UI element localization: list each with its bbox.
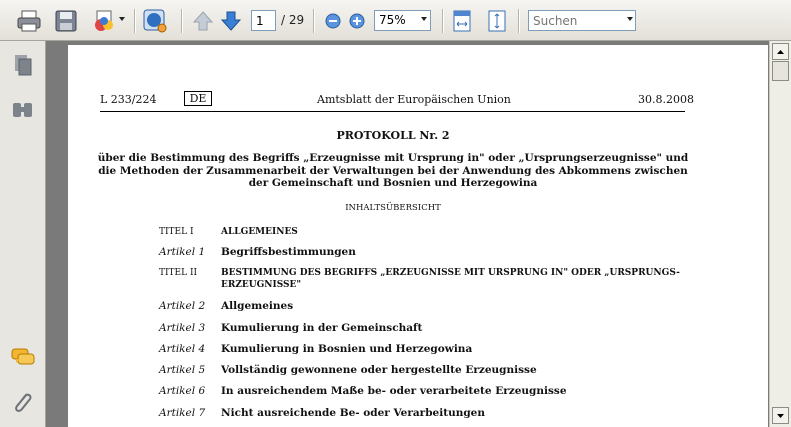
header-rule <box>100 111 685 112</box>
attachments-icon[interactable] <box>10 389 36 415</box>
toc-article-text: Begriffsbestimmungen <box>221 246 356 258</box>
header-date: 30.8.2008 <box>638 93 694 106</box>
chevron-down-icon <box>773 408 788 423</box>
document-subtitle-line: die Methoden der Zusammenarbeit der Verwaltungen bei der Anwendung des Abkommens zwischen <box>98 165 688 177</box>
toolbar-separator <box>134 9 135 33</box>
toc-title-label: TITEL I <box>159 227 194 237</box>
toc-title-text: ALLGEMEINES <box>221 227 298 237</box>
toc-article-label: Artikel 3 <box>159 322 206 334</box>
toolbar-separator <box>313 9 314 33</box>
chevron-down-icon[interactable] <box>421 17 427 21</box>
fit-page-icon[interactable] <box>486 9 508 33</box>
chevron-down-icon[interactable] <box>627 17 633 21</box>
document-title: PROTOKOLL Nr. 2 <box>336 129 450 142</box>
hand-tool-icon[interactable] <box>143 9 169 33</box>
document-subtitle-line: der Gemeinschaft und Bosnien und Herzegowina <box>248 177 538 189</box>
print-icon[interactable] <box>16 9 42 33</box>
pages-icon[interactable] <box>10 53 36 79</box>
zoom-value: 75% <box>379 13 406 27</box>
create-pdf-icon[interactable] <box>92 9 116 33</box>
document-viewer[interactable] <box>46 41 769 427</box>
save-icon[interactable] <box>54 9 78 33</box>
document-subtitle-line: über die Bestimmung des Begriffs „Erzeugnisse mit Ursprung in" oder „Ursprungserzeugnisse" und <box>97 152 689 164</box>
chevron-down-icon[interactable] <box>119 17 125 21</box>
chevron-up-icon <box>773 44 788 59</box>
toc-article-text: Kumulierung in Bosnien und Herzegowina <box>221 343 473 355</box>
navigation-panel <box>0 41 46 427</box>
page-number-input[interactable] <box>251 10 276 31</box>
toolbar-separator <box>442 9 443 33</box>
header-journal-title: Amtsblatt der Europäischen Union <box>317 93 511 106</box>
scroll-up-button[interactable] <box>772 43 789 60</box>
toolbar-separator <box>181 9 182 33</box>
toc-article-text: Nicht ausreichende Be- oder Verarbeitungen <box>221 407 485 419</box>
toc-title-text-continued: ERZEUGNISSE" <box>221 280 302 290</box>
header-reference: L 233/224 <box>100 93 157 106</box>
toolbar <box>0 0 791 41</box>
toc-title-text: BESTIMMUNG DES BEGRIFFS „ERZEUGNISSE MIT URSPRUNG IN" ODER „URSPRUNGS- <box>221 268 680 278</box>
toc-title-label: TITEL II <box>159 268 198 278</box>
toc-article-text: Kumulierung in der Gemeinschaft <box>221 322 423 334</box>
toc-article-text: Allgemeines <box>221 300 294 312</box>
header-language-badge: DE <box>184 91 212 106</box>
comments-icon[interactable] <box>10 345 36 371</box>
pdf-page <box>68 45 768 427</box>
vertical-scrollbar[interactable] <box>769 41 791 427</box>
scroll-down-button[interactable] <box>772 407 789 424</box>
zoom-out-icon[interactable] <box>322 9 344 33</box>
page-count: / 29 <box>281 13 305 27</box>
scrollbar-thumb[interactable] <box>772 61 789 81</box>
toc-article-text: In ausreichendem Maße be- oder verarbeitete Erzeugnisse <box>221 385 567 397</box>
toc-heading: INHALTSÜBERSICHT <box>345 203 441 213</box>
previous-page-icon[interactable] <box>192 9 214 33</box>
toc-article-label: Artikel 6 <box>159 385 206 397</box>
toc-article-label: Artikel 2 <box>159 300 206 312</box>
toc-article-label: Artikel 5 <box>159 364 206 376</box>
search-input[interactable] <box>528 10 636 31</box>
bookmarks-icon[interactable] <box>10 97 36 123</box>
toolbar-separator <box>518 9 519 33</box>
toc-article-label: Artikel 1 <box>159 246 206 258</box>
toc-article-label: Artikel 7 <box>159 407 206 419</box>
toc-article-label: Artikel 4 <box>159 343 206 355</box>
next-page-icon[interactable] <box>220 9 242 33</box>
fit-width-icon[interactable] <box>451 9 473 33</box>
zoom-in-icon[interactable] <box>346 9 368 33</box>
toc-article-text: Vollständig gewonnene oder hergestellte Erzeugnisse <box>221 364 537 376</box>
